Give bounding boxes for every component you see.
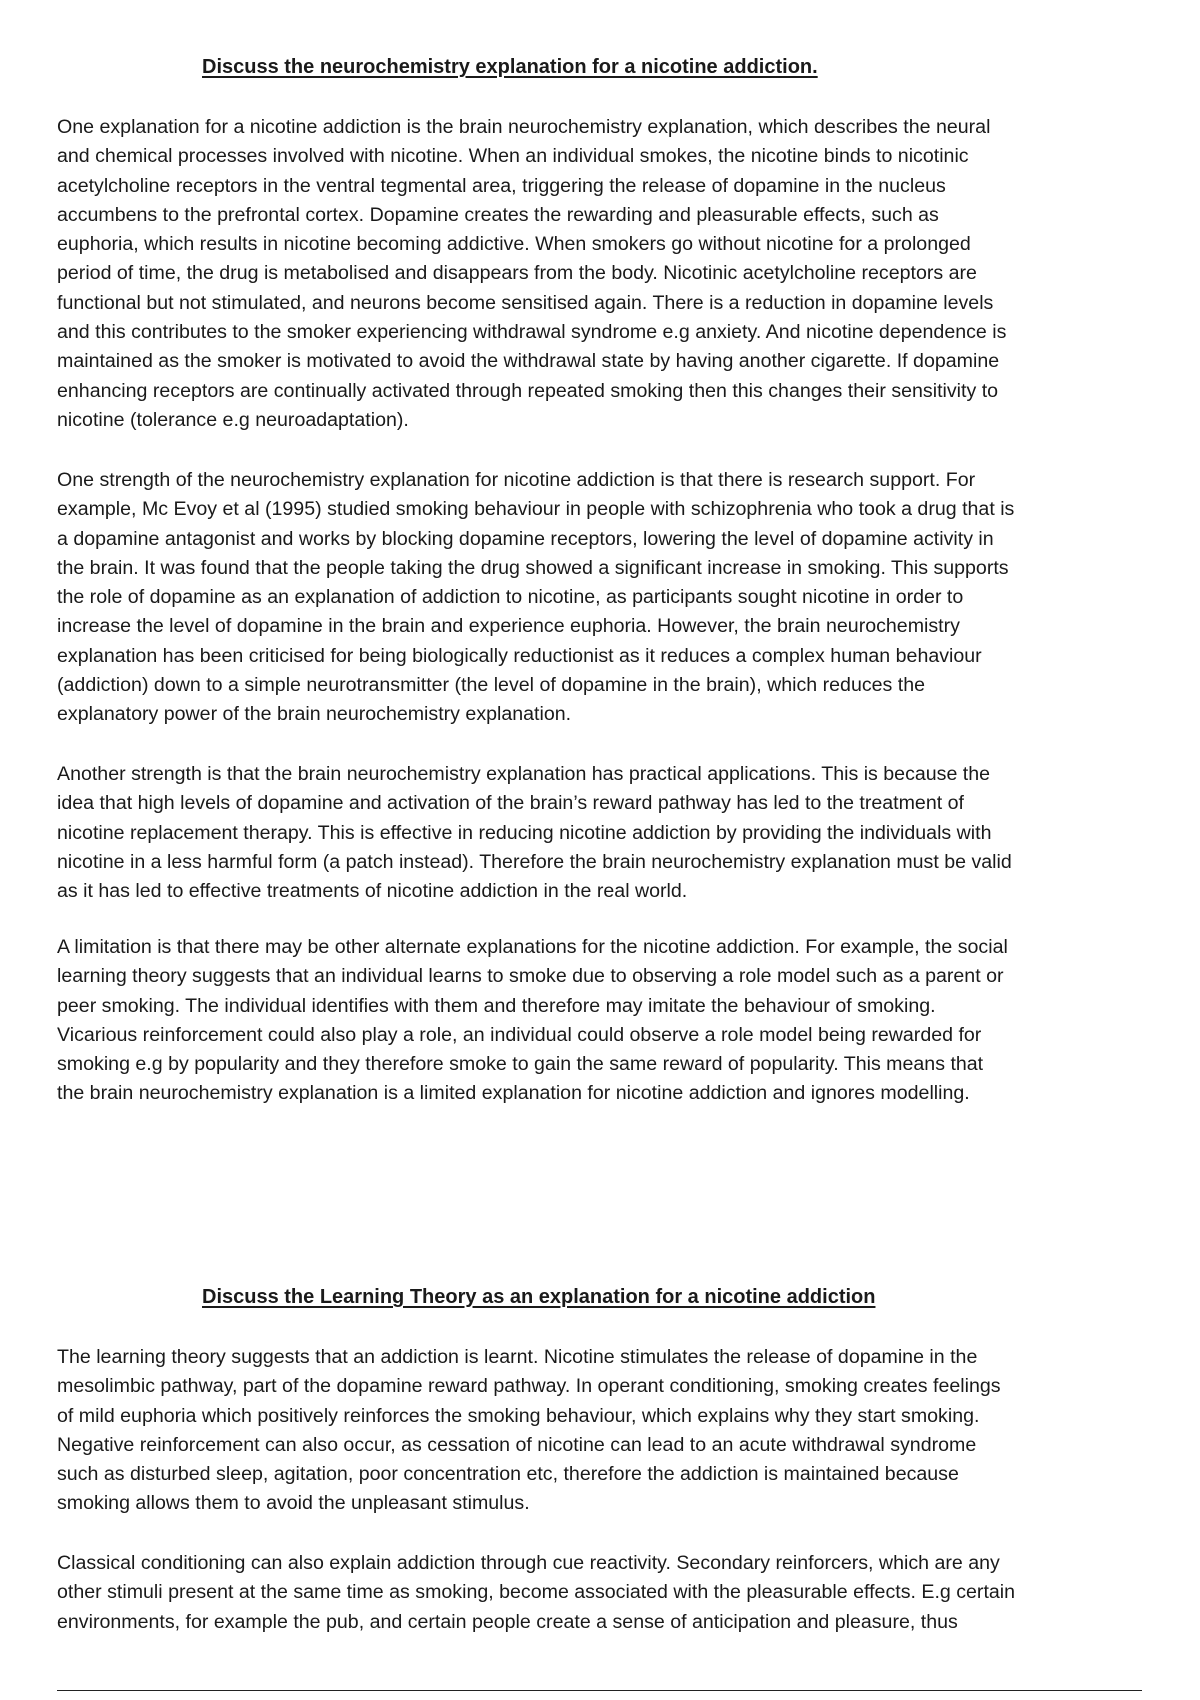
footer-rule [57, 1690, 1142, 1691]
text-line: such as disturbed sleep, agitation, poor concentration etc, therefore the addiction is maintained because [57, 1463, 959, 1486]
text-line: One explanation for a nicotine addiction is the brain neurochemistry explanation, which describes the neural [57, 116, 991, 138]
section-1-paragraph-3 [57, 760, 1157, 906]
text-line: maintained as the smoker is motivated to avoid the withdrawal state by having another cigarette. If dopamine [57, 350, 1000, 373]
section-1-heading: Discuss the neurochemistry explanation for a nicotine addiction. [202, 56, 818, 78]
text-line: and chemical processes involved with nicotine. When an individual smokes, the nicotine binds to nicotinic [57, 145, 969, 168]
text-line: One strength of the neurochemistry explanation for nicotine addiction is that there is research support. For [57, 469, 976, 491]
text-line: as it has led to effective treatments of nicotine addiction in the real world. [57, 880, 688, 903]
text-line: example, Mc Evoy et al (1995) studied smoking behaviour in people with schizophrenia who took a drug that is [57, 498, 1015, 521]
text-line: The learning theory suggests that an addiction is learnt. Nicotine stimulates the release of dopamine in the [57, 1346, 978, 1368]
text-line: learning theory suggests that an individual learns to smoke due to observing a role model such as a parent or [57, 965, 1004, 988]
text-line: other stimuli present at the same time as smoking, become associated with the pleasurable effects. E.g certain [57, 1581, 1016, 1604]
text-line: Another strength is that the brain neurochemistry explanation has practical applications. This is because the [57, 763, 991, 785]
text-line: (addiction) down to a simple neurotransmitter (the level of dopamine in the brain), which reduces the [57, 674, 926, 697]
text-line: Vicarious reinforcement could also play a role, an individual could observe a role model being rewarded for [57, 1023, 982, 1046]
section-2-heading: Discuss the Learning Theory as an explanation for a nicotine addiction [202, 1286, 876, 1308]
text-line: explanation has been criticised for being biologically reductionist as it reduces a complex human behaviour [57, 644, 982, 667]
text-line: the role of dopamine as an explanation of addiction to nicotine, as participants sought nicotine in order to [57, 586, 964, 609]
text-line: smoking e.g by popularity and they therefore smoke to gain the same reward of popularity. This means that [57, 1053, 984, 1076]
text-line: the brain. It was found that the people taking the drug showed a significant increase in smoking. This supports [57, 556, 1009, 579]
text-line: explanatory power of the brain neurochemistry explanation. [57, 703, 572, 726]
text-line: mesolimbic pathway, part of the dopamine reward pathway. In operant conditioning, smoking creates feelings [57, 1375, 1001, 1398]
section-2-paragraph-2 [57, 1549, 1157, 1637]
section-1-paragraph-1 [57, 113, 1157, 435]
text-line: A limitation is that there may be other alternate explanations for the nicotine addiction. For example, the social [57, 936, 1008, 958]
text-line: environments, for example the pub, and certain people create a sense of anticipation and pleasure, thus [57, 1610, 958, 1633]
text-line: the brain neurochemistry explanation is a limited explanation for nicotine addiction and ignores modelling. [57, 1082, 970, 1105]
text-line: smoking allows them to avoid the unpleasant stimulus. [57, 1492, 530, 1515]
section-1-paragraph-2 [57, 466, 1157, 730]
text-line: peer smoking. The individual identifies with them and therefore may imitate the behaviour of smoking. [57, 994, 936, 1017]
text-line: acetylcholine receptors in the ventral tegmental area, triggering the release of dopamine in the nucleus [57, 174, 946, 197]
text-line: a dopamine antagonist and works by blocking dopamine receptors, lowering the level of dopamine activity in [57, 527, 994, 550]
text-line: and this contributes to the smoker experiencing withdrawal syndrome e.g anxiety. And nicotine dependence is [57, 321, 1007, 344]
text-line: enhancing receptors are continually activated through repeated smoking then this changes their sensitivity to [57, 379, 999, 402]
text-line: euphoria, which results in nicotine becoming addictive. When smokers go without nicotine for a prolonged [57, 233, 971, 256]
text-line: Negative reinforcement can also occur, as cessation of nicotine can lead to an acute withdrawal syndrome [57, 1433, 977, 1456]
text-line: nicotine (tolerance e.g neuroadaptation). [57, 408, 409, 431]
text-line: nicotine in a less harmful form (a patch instead). Therefore the brain neurochemistry explanation must be valid [57, 850, 1012, 873]
text-line: of mild euphoria which positively reinforces the smoking behaviour, which explains why they start smoking. [57, 1404, 980, 1427]
text-line: functional but not stimulated, and neurons become sensitised again. There is a reduction in dopamine levels [57, 291, 994, 314]
text-line: accumbens to the prefrontal cortex. Dopamine creates the rewarding and pleasurable effects, such as [57, 203, 939, 226]
text-line: idea that high levels of dopamine and activation of the brain’s reward pathway has led to the treatment of [57, 792, 964, 815]
section-2-paragraph-1 [57, 1343, 1157, 1519]
text-line: Classical conditioning can also explain addiction through cue reactivity. Secondary reinforcers, which are any [57, 1552, 1000, 1574]
section-1-paragraph-4 [57, 933, 1157, 1109]
text-line: nicotine replacement therapy. This is effective in reducing nicotine addiction by providing the individuals with [57, 821, 992, 844]
text-line: period of time, the drug is metabolised and disappears from the body. Nicotinic acetylcholine receptors are [57, 262, 977, 285]
text-line: increase the level of dopamine in the brain and experience euphoria. However, the brain neurochemistry [57, 615, 960, 638]
